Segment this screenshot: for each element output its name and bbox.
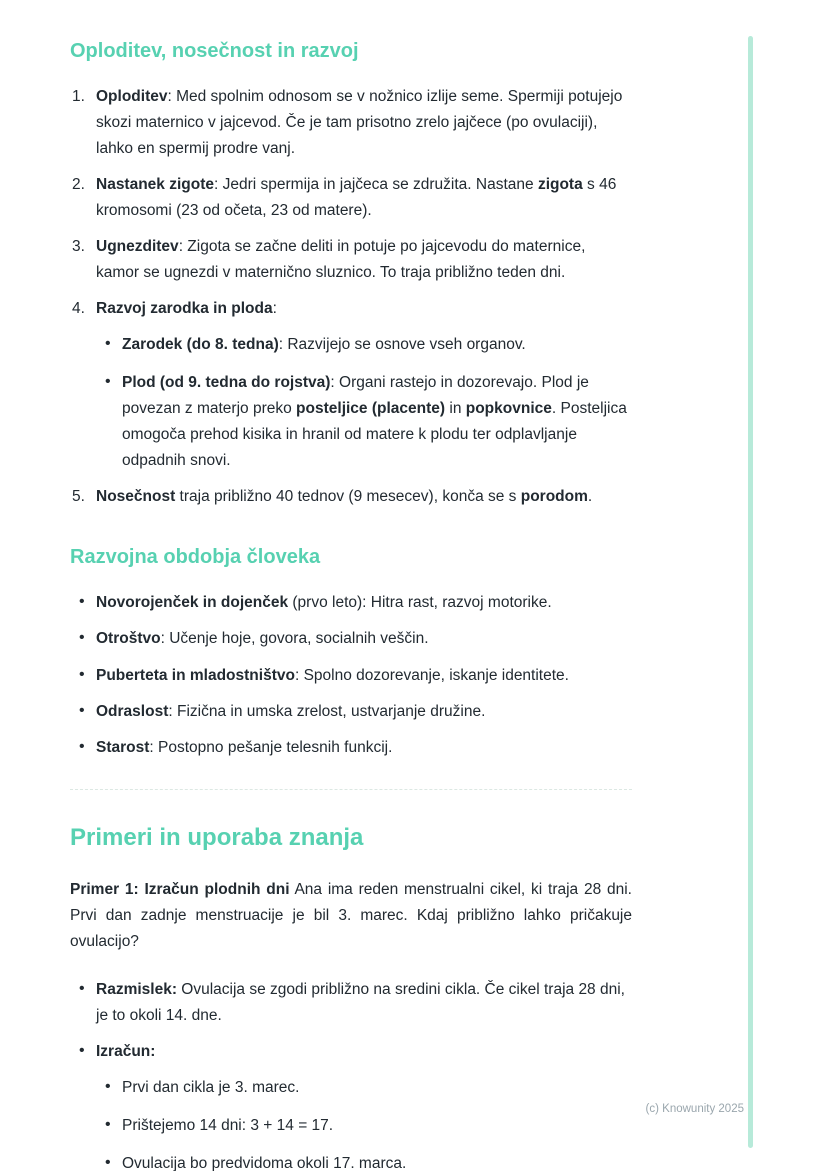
- bold-text: Starost: [96, 738, 150, 756]
- body-text: : Zigota se začne deliti in potuje po jajcevodu do maternice, kamor se ugnezdi v maternično sluznico. To traja približno teden dni.: [96, 238, 586, 282]
- section-heading: Primeri in uporaba znanja: [70, 823, 364, 851]
- list-item: [70, 977, 632, 1029]
- body-text: Ovulacija se zgodi približno na sredini cikla. Če cikel traja 28 dni, je to okoli 14. dne.: [96, 980, 625, 1024]
- list-item: [70, 296, 632, 474]
- bold-text: popkovnice: [465, 400, 552, 418]
- body-text: in: [445, 400, 466, 418]
- bold-text: zigota: [537, 176, 583, 194]
- vertical-accent-bar: [748, 36, 753, 1148]
- list-item: [96, 1113, 632, 1139]
- body-text: : Spolno dozorevanje, iskanje identitete.: [294, 666, 569, 684]
- body-text: : Fizična in umska zrelost, ustvarjanje družine.: [168, 702, 486, 720]
- section-divider: [70, 789, 632, 790]
- bullet-list: [96, 1075, 632, 1171]
- list-item: [70, 663, 632, 689]
- list-item: [70, 699, 632, 725]
- list-item: [96, 1151, 632, 1171]
- bold-text: Oploditev: [96, 88, 168, 105]
- body-text: . Posteljica omogoča prehod kisika in hranil od matere k plodu ter odplavljanje odpadnih snovi.: [122, 400, 627, 470]
- footer-credit: (c) Knowunity 2025: [645, 1103, 744, 1115]
- body-text: Ovulacija bo predvidoma okoli 17. marca.: [122, 1155, 407, 1171]
- bold-text: Otroštvo: [96, 630, 161, 648]
- section-heading: Razvojna obdobja človeka: [70, 546, 321, 569]
- body-text: Prištejemo 14 dni: 3 + 14 = 17.: [122, 1117, 334, 1134]
- body-text: : Jedri spermija in jajčeca se združita. Nastane: [214, 176, 538, 194]
- list-item: [70, 590, 632, 616]
- bold-text: Ugnezditev: [96, 238, 179, 256]
- list-item: [70, 484, 632, 510]
- list-item: [96, 332, 632, 358]
- list-item: [70, 735, 632, 761]
- bold-text: porodom: [520, 488, 588, 506]
- document-content: [70, 38, 632, 1171]
- body-text: : Učenje hoje, govora, socialnih veščin.: [160, 630, 429, 648]
- ordered-list: [70, 84, 632, 510]
- bullet-list: [70, 590, 632, 760]
- bold-text: Odraslost: [96, 702, 169, 720]
- list-item: [96, 370, 632, 474]
- body-text: .: [587, 488, 593, 506]
- section-heading: Oploditev, nosečnost in razvoj: [70, 40, 359, 62]
- body-text: Prvi dan cikla je 3. marec.: [122, 1078, 300, 1096]
- body-text: Ana ima reden menstrualni cikel, ki traja 28 dni. Prvi dan zadnje menstruacije je bil 3. marec. Kdaj približno lahko pričakuje ovulacijo?: [70, 880, 632, 950]
- bold-text: Primer 1: Izračun plodnih dni: [70, 880, 290, 898]
- bold-text: Izračun:: [96, 1042, 156, 1060]
- bold-text: posteljice (placente): [296, 400, 446, 418]
- bullet-list: [96, 332, 632, 474]
- body-text: :: [272, 300, 277, 318]
- list-item: [70, 234, 632, 286]
- list-item: [70, 172, 632, 224]
- bold-text: Zarodek (do 8. tedna): [122, 336, 279, 354]
- bullet-list: [70, 977, 632, 1171]
- body-text: (prvo leto): Hitra rast, razvoj motorike.: [288, 594, 552, 612]
- list-item: [70, 84, 632, 162]
- body-text: : Med spolnim odnosom se v nožnico izlije seme. Spermiji potujejo skozi maternico v jajcevod. Če je tam prisotno zrelo jajčece (po ovulaciji), lahko en spermij prodre vanj.: [96, 88, 623, 158]
- bold-text: Razvoj zarodka in ploda: [96, 300, 273, 318]
- bold-text: Novorojenček in dojenček: [96, 594, 289, 612]
- body-text: s 46 kromosomi (23 od očeta, 23 od matere).: [96, 176, 617, 220]
- list-item: [70, 626, 632, 652]
- body-text: : Postopno pešanje telesnih funkcij.: [149, 738, 393, 756]
- body-text: : Razvijejo se osnove vseh organov.: [278, 336, 526, 354]
- list-item: [96, 1075, 632, 1101]
- bold-text: Nastanek zigote: [96, 176, 215, 194]
- body-text: traja približno 40 tednov (9 mesecev), konča se s: [175, 488, 521, 506]
- list-item: [70, 1039, 632, 1171]
- bold-text: Plod (od 9. tedna do rojstva): [122, 374, 331, 392]
- body-text: : Organi rastejo in dozorevajo. Plod je povezan z materjo preko: [122, 374, 589, 418]
- bold-text: Puberteta in mladostništvo: [96, 666, 295, 684]
- bold-text: Razmislek:: [96, 980, 177, 998]
- paragraph: [70, 877, 632, 955]
- bold-text: Nosečnost: [96, 488, 176, 506]
